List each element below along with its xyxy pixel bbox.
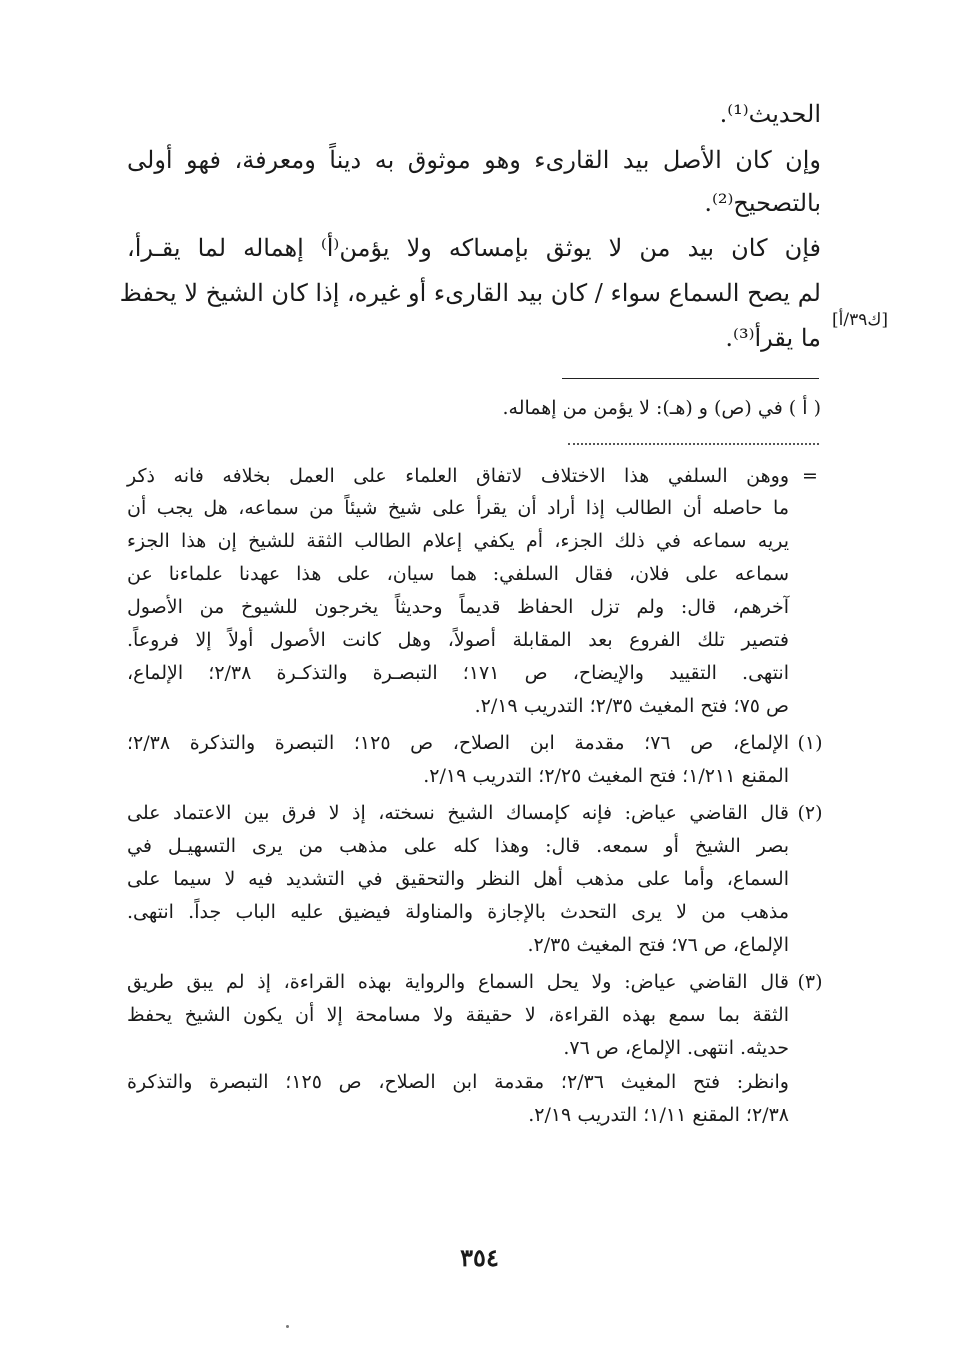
- footnote-1-marker: (١): [797, 732, 823, 754]
- footnote-3-line-4: وانظر: فتح المغيث ٢/٣٦؛ مقدمة ابن الصلاح، ص ١٢٥؛ التبصرة والتذكرة: [127, 1071, 789, 1093]
- footnote-3-line-2: الثقة بما سمع بهذه القراءة، لا حقيقة ولا مسامحة إلا أن يكون الشيخ يحفظ: [127, 1004, 789, 1026]
- footnote-3-line-3: حديثه. انتهى. الإلماع، ص ٧٦.: [563, 1037, 789, 1059]
- footnote-2-line-1: قال القاضي عياض: فإنه كإمساك الشيخ نسخته، إذ لا فرق بين الاعتماد على: [127, 802, 789, 824]
- continuation-line-5: آخرهم، قال: ولم تزل الحفاظ قديماً وحديثاً يخرجون للشيوخ من الأصول: [127, 596, 789, 618]
- continuation-line-6: فتصير تلك الفروع بعد المقابلة أصولاً، وهل كانت الأصول أولاً إلا فروعاً.: [127, 629, 789, 651]
- main-line-1: الحديث⁽¹⁾.: [719, 100, 821, 128]
- main-line-2: وإن كان الأصل بيد القارىء وهو موثوق به ديناً ومعرفة، فهو أولى: [127, 146, 821, 174]
- footnote-2-line-2: بصر الشيخ أو سمعه. قال: وهذا كله على مذهب من يرى التسهيـل في: [127, 835, 789, 857]
- footnote-2-line-4: مذهب من لا يرى التحدث بالإجازة والمناولة فيضيق عليه الباب جداً. انتهى.: [127, 901, 789, 923]
- footnote-2-marker: (٢): [797, 802, 823, 824]
- continuation-line-2: ما حاصله أن الطالب إذا أراد أن يقرأ على شيخ شيئاً من سماعه، هل يجب أن: [127, 497, 789, 519]
- main-line-6: ما يقرأ⁽³⁾.: [725, 324, 821, 352]
- continuation-line-3: يريه سماعه في ذلك الجزء، أم يكفي إعلام الطالب الثقة للشيخ إن هذا الجزء: [127, 530, 789, 552]
- footnote-2-line-3: السماع، وأما على مذهب أهل النظر والتحقيق في التشديد فيه لا سيما على: [127, 868, 789, 890]
- dotted-separator: [568, 443, 819, 445]
- footnote-2-line-5: الإلماع، ص ٧٦؛ فتح المغيث ٢/٣٥.: [527, 934, 789, 956]
- continuation-line-7: انتهى. التقييد والإيضاح، ص ١٧١؛ التبصـرة والتذكـرة ٢/٣٨؛ الإلماع،: [127, 662, 789, 684]
- footnote-1-line-2: المقنع ١/٢١١؛ فتح المغيث ٢/٢٥؛ التدريب ٢/١٩.: [423, 765, 789, 787]
- main-line-3: بالتصحيح⁽²⁾.: [704, 189, 821, 217]
- continuation-line-4: سماعه على فلان، فقال السلفي: هما سيان، على هذا عهدنا علماءنا عن: [127, 563, 789, 585]
- footnote-3-marker: (٣): [797, 971, 823, 993]
- footnote-3-line-1: قال القاضي عياض: ولا يحل السماع والرواية بهذه القراءة، إذ لم يبق طريق: [127, 971, 789, 993]
- continuation-line-1: ووهن السلفي هذا الاختلاف لاتفاق العلماء على العمل بخلافه فانه ذكر: [127, 465, 789, 487]
- footnote-separator: [562, 378, 819, 379]
- continuation-marker: =: [802, 465, 818, 487]
- footnote-3-line-5: ٢/٣٨؛ المقنع ١/١١؛ التدريب ٢/١٩.: [528, 1104, 789, 1126]
- scan-speck: [286, 1325, 289, 1328]
- continuation-line-8: ص ٧٥؛ فتح المغيث ٢/٣٥؛ التدريب ٢/١٩.: [474, 695, 789, 717]
- main-line-4: فإن كان بيد من لا يوثق بإمساكه ولا يؤمن⁽أ⁾ إهماله لما يقـرأ،: [127, 234, 821, 262]
- footnote-1-line-1: الإلماع، ص ٧٦؛ مقدمة ابن الصلاح، ص ١٢٥؛ التبصرة والتذكرة ٢/٣٨؛: [127, 732, 789, 754]
- variant-note: ( أ ) في (ص) و (هـ): لا يؤمن من إهماله.: [502, 397, 821, 419]
- main-line-5: لم يصح السماع سواء / كان بيد القارىء أو غيره، إذا كان الشيخ لا يحفظ: [119, 279, 821, 307]
- page-number: ٣٥٤: [460, 1243, 499, 1272]
- manuscript-folio-marker: [ك٣٩/أ]: [832, 310, 889, 330]
